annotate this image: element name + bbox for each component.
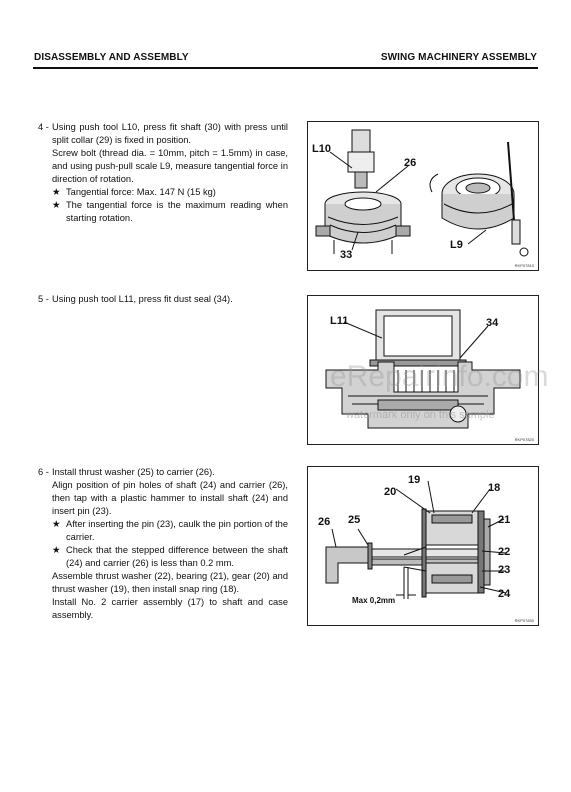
step-number: 5 -	[38, 294, 49, 304]
header-rule	[33, 67, 538, 69]
label-26: 26	[404, 157, 417, 169]
label-34: 34	[486, 317, 499, 329]
star-icon: ★	[52, 545, 61, 555]
chapter-title: SWING MACHINERY ASSEMBLY	[380, 52, 537, 63]
step-number: 6 -	[38, 467, 49, 477]
note-text: After inserting the pin (23), caulk the pin portion of the carrier.	[66, 519, 288, 542]
label-21: 21	[498, 514, 511, 526]
label-25: 25	[348, 514, 361, 526]
figure-code: RKP07830	[514, 618, 534, 623]
label-L10: L10	[312, 143, 331, 155]
figure-step-6	[307, 466, 539, 626]
label-18: 18	[488, 482, 501, 494]
star-icon: ★	[52, 200, 61, 210]
label-22: 22	[498, 546, 511, 558]
star-icon: ★	[52, 187, 61, 197]
step-text: Assemble thrust washer (22), bearing (21), gear (20) and thrust washer (19), then install snap ring (18).	[52, 571, 288, 594]
figure-code: RKP07820	[514, 437, 534, 442]
step-text: Using push tool L11, press fit dust seal (34).	[52, 294, 233, 304]
watermark-note: watermark only on this sample	[346, 409, 495, 421]
step-text: Install thrust washer (25) to carrier (26).	[52, 467, 215, 477]
label-23: 23	[498, 564, 511, 576]
step-text: Using push tool L10, press fit shaft (30) with press until split collar (29) is fixed in position.	[52, 122, 288, 145]
step-5	[38, 293, 288, 306]
label-L9: L9	[450, 239, 463, 251]
section-title: DISASSEMBLY AND ASSEMBLY	[34, 52, 189, 63]
label-26: 26	[318, 516, 331, 528]
figure-code: RKP07810	[514, 263, 534, 268]
step-4	[38, 121, 288, 225]
watermark: eRepairinfo.com	[330, 360, 549, 393]
figure-step-4	[307, 121, 539, 271]
step-6	[38, 466, 288, 622]
note-text: Tangential force: Max. 147 N (15 kg)	[66, 187, 216, 197]
label-24: 24	[498, 588, 511, 600]
figure-drawing	[308, 467, 538, 625]
star-icon: ★	[52, 519, 61, 529]
label-20: 20	[384, 486, 397, 498]
step-text: Align position of pin holes of shaft (24) and carrier (26), then tap with a plastic hammer to install shaft (24) and insert pin (23).	[52, 480, 288, 516]
note-text: Check that the stepped difference between the shaft (24) and carrier (26) is less than 0.2 mm.	[66, 545, 288, 568]
note-text: The tangential force is the maximum reading when starting rotation.	[66, 200, 288, 223]
label-max-gap: Max 0,2mm	[352, 596, 396, 605]
figure-drawing	[308, 122, 538, 270]
label-33: 33	[340, 249, 353, 261]
label-L11: L11	[330, 315, 349, 327]
label-19: 19	[408, 474, 421, 486]
step-text: Screw bolt (thread dia. = 10mm, pitch = 1.5mm) in case, and using push-pull scale L9, measure tangential force in direction of rotation.	[52, 148, 288, 184]
step-text: Install No. 2 carrier assembly (17) to shaft and case assembly.	[52, 597, 288, 620]
step-number: 4 -	[38, 122, 49, 132]
